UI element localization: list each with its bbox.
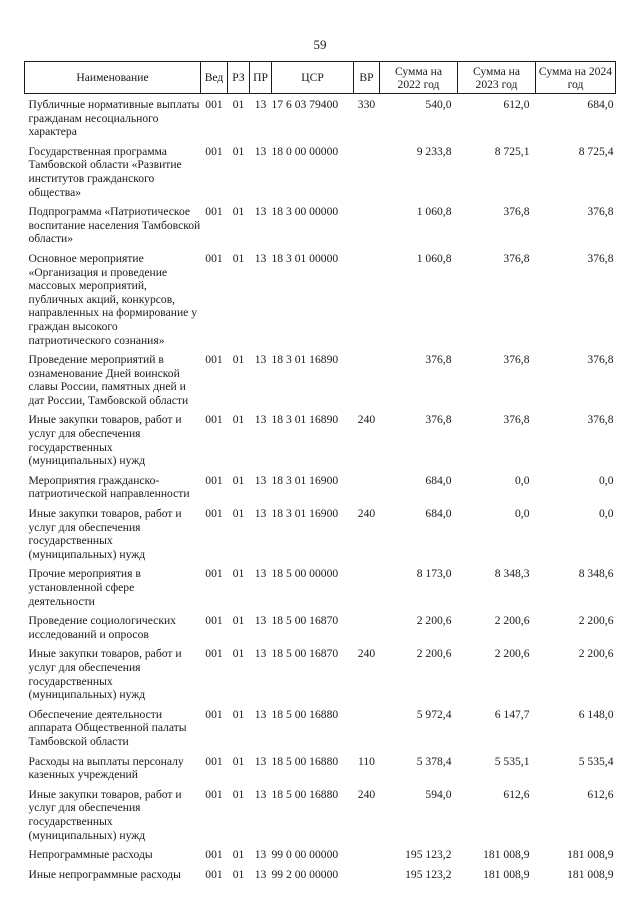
cell-rz: 01 bbox=[232, 251, 245, 265]
cell-sum-2023: 612,0 bbox=[503, 98, 530, 111]
cell-vr: 240 bbox=[357, 507, 376, 521]
cell-ved: 001 bbox=[205, 754, 223, 768]
cell-sum-2022: 540,0 bbox=[425, 98, 452, 111]
cell-vr bbox=[354, 563, 380, 610]
cell-sum-2022: 9 233,8 bbox=[416, 144, 452, 158]
cell-pr: 13 bbox=[254, 614, 267, 628]
cell-csr: 18 5 00 16870 bbox=[271, 647, 339, 661]
cell-sum-2023: 376,8 bbox=[503, 413, 530, 427]
cell-rz: 01 bbox=[232, 567, 245, 581]
cell-ved: 001 bbox=[205, 848, 223, 862]
cell-csr: 18 3 01 16900 bbox=[271, 473, 339, 487]
cell-sum-2024: 2 200,6 bbox=[578, 647, 614, 661]
table-row bbox=[25, 704, 616, 751]
cell-csr: 18 3 01 16890 bbox=[271, 353, 339, 367]
cell-rz: 01 bbox=[232, 205, 245, 219]
header-name: Наименование bbox=[25, 62, 201, 94]
cell-sum-2024: 181 008,9 bbox=[567, 848, 614, 862]
cell-rz: 01 bbox=[232, 144, 245, 158]
cell-sum-2024: 376,8 bbox=[587, 413, 614, 427]
cell-name: Обеспечение деятельности аппарата Общественной палаты Тамбовской области bbox=[28, 707, 187, 748]
cell-sum-2024: 376,8 bbox=[587, 353, 614, 367]
cell-sum-2022: 5 972,4 bbox=[416, 707, 452, 721]
cell-pr: 13 bbox=[254, 144, 267, 158]
cell-csr: 18 3 00 00000 bbox=[271, 205, 339, 219]
cell-csr: 18 0 00 00000 bbox=[271, 144, 339, 158]
cell-ved: 001 bbox=[205, 98, 223, 111]
cell-csr: 17 6 03 79400 bbox=[271, 98, 339, 111]
cell-sum-2024: 684,0 bbox=[587, 98, 614, 111]
cell-sum-2022: 195 123,2 bbox=[405, 848, 452, 862]
cell-pr: 13 bbox=[254, 707, 267, 721]
header-ved: Вед bbox=[201, 62, 228, 94]
cell-sum-2022: 594,0 bbox=[425, 787, 452, 801]
cell-sum-2024: 181 008,9 bbox=[567, 867, 614, 881]
cell-ved: 001 bbox=[205, 567, 223, 581]
cell-ved: 001 bbox=[205, 787, 223, 801]
cell-pr: 13 bbox=[254, 848, 267, 862]
cell-name: Непрограммные расходы bbox=[28, 848, 153, 862]
cell-sum-2023: 181 008,9 bbox=[483, 867, 530, 881]
cell-vr: 240 bbox=[357, 647, 376, 661]
cell-sum-2022: 1 060,8 bbox=[416, 251, 452, 265]
cell-rz: 01 bbox=[232, 507, 245, 521]
cell-vr: 110 bbox=[358, 754, 375, 768]
cell-sum-2023: 8 725,1 bbox=[494, 144, 530, 158]
cell-pr: 13 bbox=[254, 567, 267, 581]
cell-pr: 13 bbox=[254, 205, 267, 219]
cell-csr: 99 2 00 00000 bbox=[271, 867, 339, 881]
cell-sum-2023: 0,0 bbox=[515, 507, 530, 521]
cell-rz: 01 bbox=[232, 353, 245, 367]
cell-vr bbox=[354, 349, 380, 409]
cell-pr: 13 bbox=[254, 507, 267, 521]
cell-sum-2024: 376,8 bbox=[587, 251, 614, 265]
table-row bbox=[25, 784, 616, 844]
cell-sum-2024: 2 200,6 bbox=[578, 614, 614, 628]
cell-sum-2023: 612,6 bbox=[503, 787, 530, 801]
cell-vr bbox=[354, 201, 380, 248]
cell-sum-2024: 612,6 bbox=[587, 787, 614, 801]
header-rz: РЗ bbox=[228, 62, 250, 94]
cell-rz: 01 bbox=[232, 787, 245, 801]
cell-sum-2024: 8 725,4 bbox=[578, 144, 614, 158]
cell-ved: 001 bbox=[205, 353, 223, 367]
cell-name: Иные закупки товаров, работ и услуг для обеспечения государственных (муниципальных) нужд bbox=[28, 507, 182, 561]
cell-vr: 240 bbox=[357, 787, 376, 801]
cell-csr: 18 5 00 00000 bbox=[271, 567, 339, 581]
cell-vr bbox=[354, 844, 380, 864]
table-row bbox=[25, 248, 616, 349]
cell-vr: 330 bbox=[357, 98, 376, 111]
page-number: 59 bbox=[313, 37, 327, 52]
header-sum-2024: Сумма на 2024 год bbox=[536, 62, 616, 94]
cell-pr: 13 bbox=[254, 787, 267, 801]
cell-sum-2023: 8 348,3 bbox=[494, 567, 530, 581]
cell-name: Публичные нормативные выплаты гражданам несоциального характера bbox=[28, 98, 200, 139]
table-row bbox=[25, 563, 616, 610]
cell-csr: 18 5 00 16880 bbox=[271, 707, 339, 721]
cell-pr: 13 bbox=[254, 251, 267, 265]
header-sum-2022: Сумма на 2022 год bbox=[380, 62, 458, 94]
cell-sum-2023: 376,8 bbox=[503, 353, 530, 367]
table-row bbox=[25, 409, 616, 469]
cell-sum-2022: 684,0 bbox=[425, 473, 452, 487]
cell-rz: 01 bbox=[232, 867, 245, 881]
table-row bbox=[25, 141, 616, 201]
cell-name: Расходы на выплаты персоналу казенных учреждений bbox=[28, 754, 184, 782]
cell-vr: 240 bbox=[357, 413, 376, 427]
cell-sum-2022: 2 200,6 bbox=[416, 614, 452, 628]
cell-name: Иные закупки товаров, работ и услуг для обеспечения государственных (муниципальных) нужд bbox=[28, 787, 182, 842]
cell-sum-2023: 0,0 bbox=[515, 473, 530, 487]
cell-pr: 13 bbox=[254, 647, 267, 661]
cell-vr bbox=[354, 610, 380, 643]
cell-sum-2022: 195 123,2 bbox=[405, 867, 452, 881]
cell-pr: 13 bbox=[254, 413, 267, 427]
cell-sum-2023: 181 008,9 bbox=[483, 848, 530, 862]
cell-name: Подпрограмма «Патриотическое воспитание населения Тамбовской области» bbox=[28, 205, 201, 246]
table-row bbox=[25, 844, 616, 864]
cell-name: Государственная программа Тамбовской области «Развитие институтов гражданского общества» bbox=[28, 144, 182, 199]
cell-vr bbox=[354, 141, 380, 201]
table-row bbox=[25, 349, 616, 409]
cell-csr: 18 3 01 16900 bbox=[271, 507, 339, 521]
cell-pr: 13 bbox=[254, 754, 267, 768]
cell-rz: 01 bbox=[232, 754, 245, 768]
cell-sum-2022: 1 060,8 bbox=[416, 205, 452, 219]
cell-sum-2023: 5 535,1 bbox=[494, 754, 530, 768]
cell-ved: 001 bbox=[205, 647, 223, 661]
cell-ved: 001 bbox=[205, 144, 223, 158]
cell-sum-2022: 5 378,4 bbox=[416, 754, 452, 768]
header-vr: ВР bbox=[354, 62, 380, 94]
table-body bbox=[25, 94, 616, 884]
cell-csr: 18 5 00 16870 bbox=[271, 614, 339, 628]
cell-rz: 01 bbox=[232, 473, 245, 487]
cell-sum-2023: 2 200,6 bbox=[494, 647, 530, 661]
cell-rz: 01 bbox=[232, 647, 245, 661]
cell-sum-2023: 2 200,6 bbox=[494, 614, 530, 628]
cell-pr: 13 bbox=[254, 98, 267, 111]
cell-sum-2024: 5 535,4 bbox=[578, 754, 614, 768]
table-row bbox=[25, 503, 616, 563]
cell-vr bbox=[354, 704, 380, 751]
cell-ved: 001 bbox=[205, 205, 223, 219]
cell-name: Иные закупки товаров, работ и услуг для обеспечения государственных (муниципальных) нужд bbox=[28, 413, 182, 468]
cell-rz: 01 bbox=[232, 614, 245, 628]
cell-name: Основное мероприятие «Организация и проведение массовых мероприятий, публичных акций, конкурсов, направленных на формирование у граждан высокого патриотического сознания» bbox=[28, 251, 198, 347]
cell-sum-2022: 376,8 bbox=[425, 353, 452, 367]
cell-sum-2023: 376,8 bbox=[503, 251, 530, 265]
cell-sum-2022: 8 173,0 bbox=[416, 567, 452, 581]
cell-vr bbox=[354, 248, 380, 349]
cell-sum-2024: 6 148,0 bbox=[578, 707, 614, 721]
cell-ved: 001 bbox=[205, 473, 223, 487]
cell-name: Проведение социологических исследований и опросов bbox=[28, 614, 176, 641]
cell-vr bbox=[354, 470, 380, 503]
cell-sum-2024: 8 348,6 bbox=[578, 567, 614, 581]
table-row bbox=[25, 610, 616, 643]
cell-pr: 13 bbox=[254, 473, 267, 487]
cell-pr: 13 bbox=[254, 867, 267, 881]
header-csr: ЦСР bbox=[272, 62, 354, 94]
table-row bbox=[25, 864, 616, 884]
cell-name: Мероприятия гражданско-патриотической направленности bbox=[28, 473, 190, 501]
table-row bbox=[25, 643, 616, 703]
cell-name: Прочие мероприятия в установленной сфере деятельности bbox=[28, 567, 141, 608]
cell-csr: 18 5 00 16880 bbox=[271, 754, 339, 768]
cell-name: Иные закупки товаров, работ и услуг для обеспечения государственных (муниципальных) нужд bbox=[28, 647, 182, 702]
cell-csr: 18 5 00 16880 bbox=[271, 787, 339, 801]
cell-csr: 99 0 00 00000 bbox=[271, 848, 339, 862]
cell-csr: 18 3 01 00000 bbox=[271, 251, 339, 265]
cell-sum-2024: 0,0 bbox=[599, 507, 614, 521]
cell-pr: 13 bbox=[254, 353, 267, 367]
cell-rz: 01 bbox=[232, 848, 245, 862]
cell-sum-2024: 376,8 bbox=[587, 205, 614, 219]
budget-table bbox=[24, 61, 616, 883]
cell-name: Проведение мероприятий в ознаменование Дней воинской славы России, памятных дней и дат России, Тамбовской области bbox=[28, 353, 189, 407]
cell-ved: 001 bbox=[205, 413, 223, 427]
table-row bbox=[25, 201, 616, 248]
header-sum-2023: Сумма на 2023 год bbox=[458, 62, 536, 94]
cell-ved: 001 bbox=[205, 707, 223, 721]
cell-sum-2023: 6 147,7 bbox=[494, 707, 530, 721]
cell-rz: 01 bbox=[232, 707, 245, 721]
cell-rz: 01 bbox=[232, 98, 245, 111]
cell-rz: 01 bbox=[232, 413, 245, 427]
cell-sum-2022: 2 200,6 bbox=[416, 647, 452, 661]
table-row bbox=[25, 94, 616, 141]
header-pr: ПР bbox=[250, 62, 272, 94]
cell-sum-2022: 376,8 bbox=[425, 413, 452, 427]
cell-sum-2023: 376,8 bbox=[503, 205, 530, 219]
cell-sum-2022: 684,0 bbox=[425, 507, 452, 521]
cell-ved: 001 bbox=[205, 867, 223, 881]
cell-name: Иные непрограммные расходы bbox=[28, 867, 181, 881]
cell-ved: 001 bbox=[205, 251, 223, 265]
cell-sum-2024: 0,0 bbox=[599, 473, 614, 487]
cell-ved: 001 bbox=[205, 507, 223, 521]
table-header bbox=[25, 62, 616, 94]
cell-vr bbox=[354, 864, 380, 884]
cell-csr: 18 3 01 16890 bbox=[271, 413, 339, 427]
table-row bbox=[25, 751, 616, 784]
table-row bbox=[25, 470, 616, 503]
cell-ved: 001 bbox=[205, 614, 223, 628]
